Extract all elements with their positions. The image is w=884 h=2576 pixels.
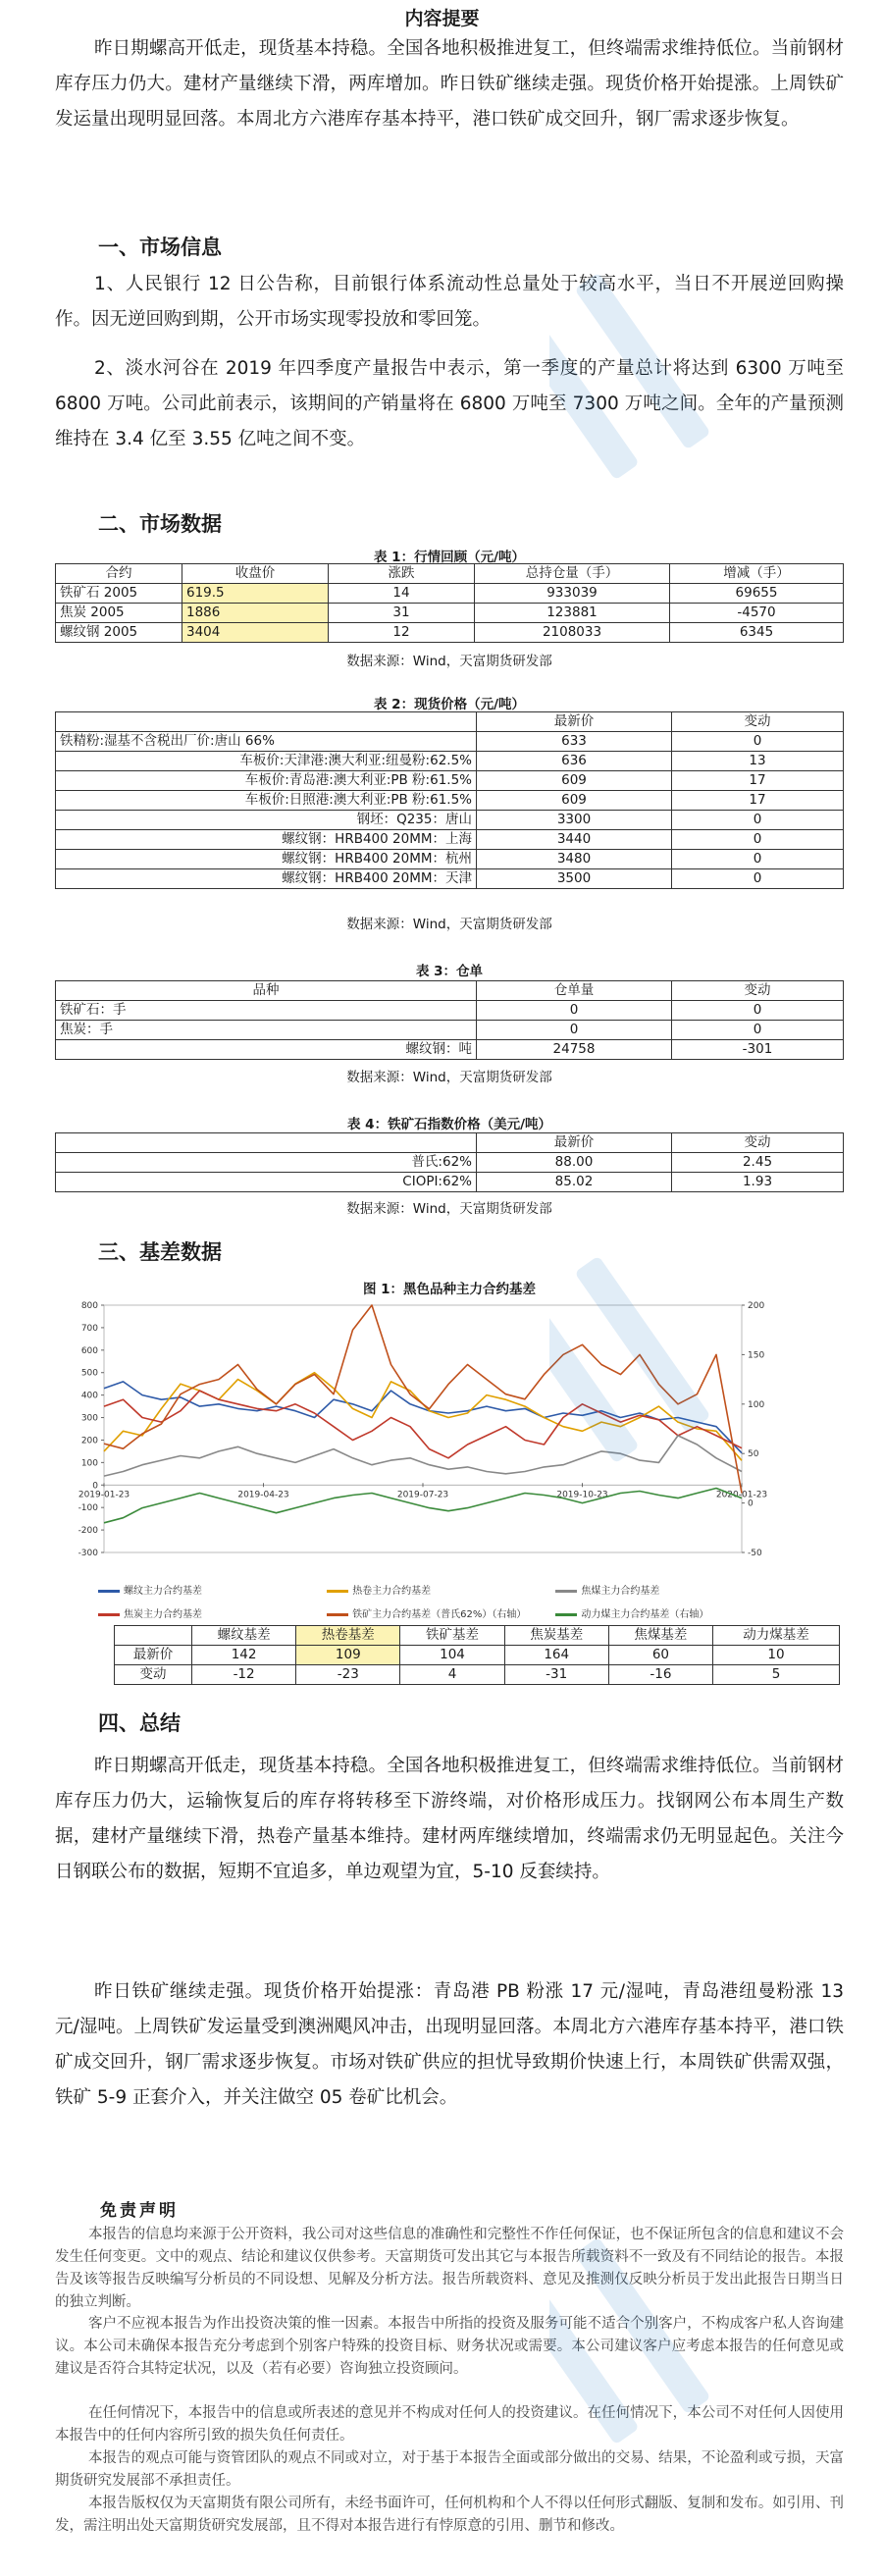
section3-heading: 三、基差数据 [98,1240,222,1264]
legend-item: 焦炭主力合约基差 [98,1605,324,1620]
table3-cell: 铁矿石：手 [56,1001,477,1021]
chart-legend [98,1582,781,1597]
y-left-tick-label: 800 [80,1301,98,1311]
basis-table [114,1625,840,1685]
table2-cell: 螺纹钢：HRB400 20MM：上海 [56,830,477,850]
table3-header: 变动 [672,981,844,1001]
table2-header: 变动 [672,712,844,732]
table-row [56,811,844,830]
table5-header [115,1626,192,1646]
table5-cell: 142 [192,1646,296,1665]
table3-cell: 焦炭：手 [56,1021,477,1040]
table1-cell: 14 [329,584,475,604]
table-row [56,1001,844,1021]
table1-header: 增减（手） [670,564,844,584]
legend-swatch [98,1590,120,1593]
legend-item: 铁矿主力合约基差（普氏62%）（右轴） [327,1605,552,1620]
table2-cell: 609 [477,791,672,811]
table-row [56,623,844,643]
table5-header: 铁矿基差 [400,1626,504,1646]
plot-frame [104,1305,742,1552]
y-left-tick-label: 400 [80,1391,98,1401]
table1-cell: -4570 [670,604,844,623]
table1-header: 收盘价 [182,564,329,584]
y-left-tick-label: 100 [80,1458,98,1469]
table-row [115,1665,840,1685]
table1-cell: 铁矿石 2005 [56,584,182,604]
table5-cell: 最新价 [115,1646,192,1665]
table5-cell: 4 [400,1665,504,1685]
legend-swatch [327,1590,348,1593]
market-review-table [55,563,844,643]
y-right-tick-label: 0 [748,1498,754,1509]
y-left-tick-label: 300 [80,1413,98,1424]
y-right-tick-label: 200 [748,1301,765,1311]
legend-swatch [327,1613,348,1616]
table4-cell: 2.45 [672,1153,844,1173]
table3-cell: 0 [477,1001,672,1021]
table2-cell: 0 [672,732,844,752]
section1-paragraph-1: 1、人民银行 12 日公告称，目前银行体系流动性总量处于较高水平，当日不开展逆回购操作。因无逆回购到期，公开市场实现零投放和零回笼。 [55,274,844,330]
table4-caption: 表 4：铁矿石指数价格（美元/吨） [346,1117,552,1132]
table1-cell: 焦炭 2005 [56,604,182,623]
y-right-tick-label: 100 [748,1399,765,1410]
y-left-tick-label: -300 [78,1549,98,1558]
table5-cell: 164 [504,1646,608,1665]
table5-cell: 104 [400,1646,504,1665]
table2-caption: 表 2：现货价格（元/吨） [373,697,526,712]
table5-cell: -23 [296,1665,400,1685]
legend-swatch [555,1613,577,1616]
y-right-tick-label: 50 [748,1449,759,1460]
table2-cell: 13 [672,752,844,771]
legend-item: 动力煤主力合约基差（右轴） [555,1605,781,1620]
x-tick-label: 2019-10-23 [556,1490,608,1500]
section1-heading: 一、市场信息 [98,236,222,259]
y-right-tick-label: -50 [748,1549,762,1558]
table5-cell: 变动 [115,1665,192,1685]
table4-cell: CIOPI:62% [56,1173,477,1192]
table5-cell: 109 [296,1646,400,1665]
table1-cell: 6345 [670,623,844,643]
table-row [56,830,844,850]
table-row [56,1153,844,1173]
table4-header: 变动 [672,1133,844,1153]
table4-cell: 88.00 [477,1153,672,1173]
disclaimer-paragraph-4: 本报告的观点可能与资管团队的观点不同或对立，对于基于本报告全面或部分做出的交易、结果，不论盈利或亏损，天富期货研究发展部不承担责任。 [55,2450,844,2489]
table2-cell: 0 [672,811,844,830]
table2-cell: 3440 [477,830,672,850]
summary-title: 内容提要 [404,8,480,29]
table5-header: 热卷基差 [296,1626,400,1646]
table3-cell: 螺纹钢：吨 [56,1040,477,1060]
table1-source: 数据来源：Wind，天富期货研发部 [346,654,552,669]
section1-paragraph-2: 2、淡水河谷在 2019 年四季度产量报告中表示，第一季度的产量总计将达到 6300 万吨至 6800 万吨。公司此前表示，该期间的产销量将在 6800 万吨至 7300 万吨之间。全年的产量预测维持在 3.4 亿至 3.55 亿吨之间不变。 [55,358,844,449]
disclaimer-paragraph-3: 在任何情况下，本报告中的信息或所表述的意见并不构成对任何人的投资建议。在任何情况下，本公司不对任何人因使用本报告中的任何内容所引致的损失负任何责任。 [55,2405,844,2444]
table2-cell: 17 [672,791,844,811]
table2-cell: 3480 [477,850,672,869]
spot-price-table [55,711,844,889]
table4-header: 最新价 [477,1133,672,1153]
table-row [56,771,844,791]
table5-header: 焦煤基差 [608,1626,712,1646]
y-right-tick-label: 150 [748,1350,765,1361]
x-tick-label: 2019-01-23 [78,1490,130,1500]
table3-cell: -301 [672,1040,844,1060]
table1-cell: 69655 [670,584,844,604]
table3-source: 数据来源：Wind，天富期货研发部 [346,1070,552,1085]
disclaimer-paragraph-5: 本报告版权仅为天富期货有限公司所有，未经书面许可，任何机构和个人不得以任何形式翻版、复制和发布。如引用、刊发，需注明出处天富期货研究发展部，且不得对本报告进行有悖原意的引用、删节和修改。 [55,2496,844,2534]
chart-title: 图 1：黑色品种主力合约基差 [362,1282,537,1297]
x-tick-label: 2020-01-23 [715,1490,768,1500]
table2-cell: 螺纹钢：HRB400 20MM：天津 [56,869,477,889]
table-row [56,752,844,771]
table1-cell: 619.5 [182,584,329,604]
table1-cell: 3404 [182,623,329,643]
table4-header [56,1133,477,1153]
table1-cell: 31 [329,604,475,623]
table1-header: 总持仓量（手） [475,564,670,584]
table-row [56,791,844,811]
table2-cell: 17 [672,771,844,791]
y-left-tick-label: 200 [80,1436,98,1446]
table5-cell: 60 [608,1646,712,1665]
legend-swatch [555,1590,577,1593]
table-row [56,1040,844,1060]
table4-cell: 普氏:62% [56,1153,477,1173]
legend-item: 热卷主力合约基差 [327,1582,552,1597]
table4-cell: 85.02 [477,1173,672,1192]
table2-cell: 0 [672,869,844,889]
table5-header: 焦炭基差 [504,1626,608,1646]
table5-cell: -31 [504,1665,608,1685]
table1-cell: 933039 [475,584,670,604]
table3-header: 品种 [56,981,477,1001]
disclaimer-heading: 免责声明 [100,2201,179,2221]
table2-cell: 633 [477,732,672,752]
x-tick-label: 2019-04-23 [237,1490,289,1500]
table3-header: 仓单量 [477,981,672,1001]
table3-caption: 表 3：仓单 [415,964,484,979]
table-row [115,1646,840,1665]
table-row [56,869,844,889]
table2-cell: 铁精粉:湿基不含税出厂价:唐山 66% [56,732,477,752]
table-row [56,604,844,623]
table2-header: 最新价 [477,712,672,732]
x-tick-label: 2019-07-23 [396,1490,449,1500]
legend-item: 焦煤主力合约基差 [555,1582,781,1597]
table1-cell: 1886 [182,604,329,623]
basis-line-chart [65,1295,810,1562]
table1-header: 涨跌 [329,564,475,584]
section4-paragraph-2: 昨日铁矿继续走强。现货价格开始提涨：青岛港 PB 粉涨 17 元/湿吨，青岛港纽曼粉涨 13 元/湿吨。上周铁矿发运量受到澳洲飓风冲击，出现明显回落。本周北方六港库存基本持平，港口铁矿成交回升，钢厂需求逐步恢复。市场对铁矿供应的担忧导致期价快速上行，本周铁矿供需双强，铁矿 5-9 正套介入，并关注做空 05 卷矿比机会。 [55,1981,844,2108]
table2-cell: 636 [477,752,672,771]
table3-cell: 0 [672,1021,844,1040]
y-left-tick-label: -100 [78,1503,98,1514]
table5-cell: -16 [608,1665,712,1685]
disclaimer-paragraph-2: 客户不应视本报告为作出投资决策的惟一因素。本报告中所指的投资及服务可能不适合个别客户，不构成客户私人咨询建议。本公司未确保本报告充分考虑到个别客户特殊的投资目标、财务状况或需要。本公司建议客户应考虑本报告的任何意见或建议是否符合其特定状况，以及（若有必要）咨询独立投资顾问。 [55,2316,844,2377]
table5-header: 螺纹基差 [192,1626,296,1646]
table-row [56,732,844,752]
table2-cell: 0 [672,830,844,850]
table4-cell: 1.93 [672,1173,844,1192]
table3-cell: 24758 [477,1040,672,1060]
section2-heading: 二、市场数据 [98,512,222,536]
legend-swatch [98,1613,120,1616]
y-left-tick-label: 600 [80,1345,98,1356]
table-row [56,1173,844,1192]
table5-cell: -12 [192,1665,296,1685]
section4-heading: 四、总结 [98,1711,181,1735]
table1-cell: 螺纹钢 2005 [56,623,182,643]
table1-cell: 2108033 [475,623,670,643]
summary-paragraph: 昨日期螺高开低走，现货基本持稳。全国各地积极推进复工，但终端需求维持低位。当前钢材库存压力仍大。建材产量继续下滑，两库增加。昨日铁矿继续走强。现货价格开始提涨。上周铁矿发运量出现明显回落。本周北方六港库存基本持平，港口铁矿成交回升，钢厂需求逐步恢复。 [55,38,844,130]
table2-source: 数据来源：Wind，天富期货研发部 [346,917,552,932]
table2-cell: 3300 [477,811,672,830]
table2-header [56,712,477,732]
table2-cell: 3500 [477,869,672,889]
y-left-tick-label: 0 [92,1481,98,1492]
legend-item: 螺纹主力合约基差 [98,1582,324,1597]
table-row [56,1021,844,1040]
table2-cell: 螺纹钢：HRB400 20MM：杭州 [56,850,477,869]
series-line [104,1305,742,1494]
y-left-tick-label: -200 [78,1526,98,1537]
section4-paragraph-1: 昨日期螺高开低走，现货基本持稳。全国各地积极推进复工，但终端需求维持低位。当前钢材库存压力仍大，运输恢复后的库存将转移至下游终端，对价格形成压力。找钢网公布本周生产数据，建材产量继续下滑，热卷产量基本维持。建材两库继续增加，终端需求仍无明显起色。关注今日钢联公布的数据，短期不宜追多，单边观望为宜，5-10 反套续持。 [55,1756,844,1882]
table2-cell: 车板价:日照港:澳大利亚:PB 粉:61.5% [56,791,477,811]
table2-cell: 0 [672,850,844,869]
y-left-tick-label: 700 [80,1323,98,1334]
table-row [56,584,844,604]
table3-cell: 0 [477,1021,672,1040]
y-left-tick-label: 500 [80,1368,98,1379]
table5-cell: 10 [713,1646,840,1665]
series-line [104,1391,742,1458]
chart-legend [98,1605,781,1620]
table3-cell: 0 [672,1001,844,1021]
warehouse-receipt-table [55,980,844,1060]
table5-cell: 5 [713,1665,840,1685]
table2-cell: 钢坯：Q235：唐山 [56,811,477,830]
table1-caption: 表 1：行情回顾（元/吨） [373,550,526,565]
table1-cell: 123881 [475,604,670,623]
disclaimer-paragraph-1: 本报告的信息均来源于公开资料，我公司对这些信息的准确性和完整性不作任何保证，也不保证所包含的信息和建议不会发生任何变更。文中的观点、结论和建议仅供参考。天富期货可发出其它与本报告所载资料不一致及有不同结论的报告。本报告及该等报告反映编写分析员的不同设想、见解及分析方法。报告所载资料、意见及推测仅反映分析员于发出此报告日期当日的独立判断。 [55,2227,844,2310]
table4-source: 数据来源：Wind，天富期货研发部 [346,1201,552,1217]
table-row [56,850,844,869]
table5-header: 动力煤基差 [713,1626,840,1646]
table1-header: 合约 [56,564,182,584]
table2-cell: 车板价:青岛港:澳大利亚:PB 粉:61.5% [56,771,477,791]
table2-cell: 609 [477,771,672,791]
table1-cell: 12 [329,623,475,643]
iron-ore-index-table [55,1132,844,1192]
table2-cell: 车板价:天津港:澳大利亚:纽曼粉:62.5% [56,752,477,771]
